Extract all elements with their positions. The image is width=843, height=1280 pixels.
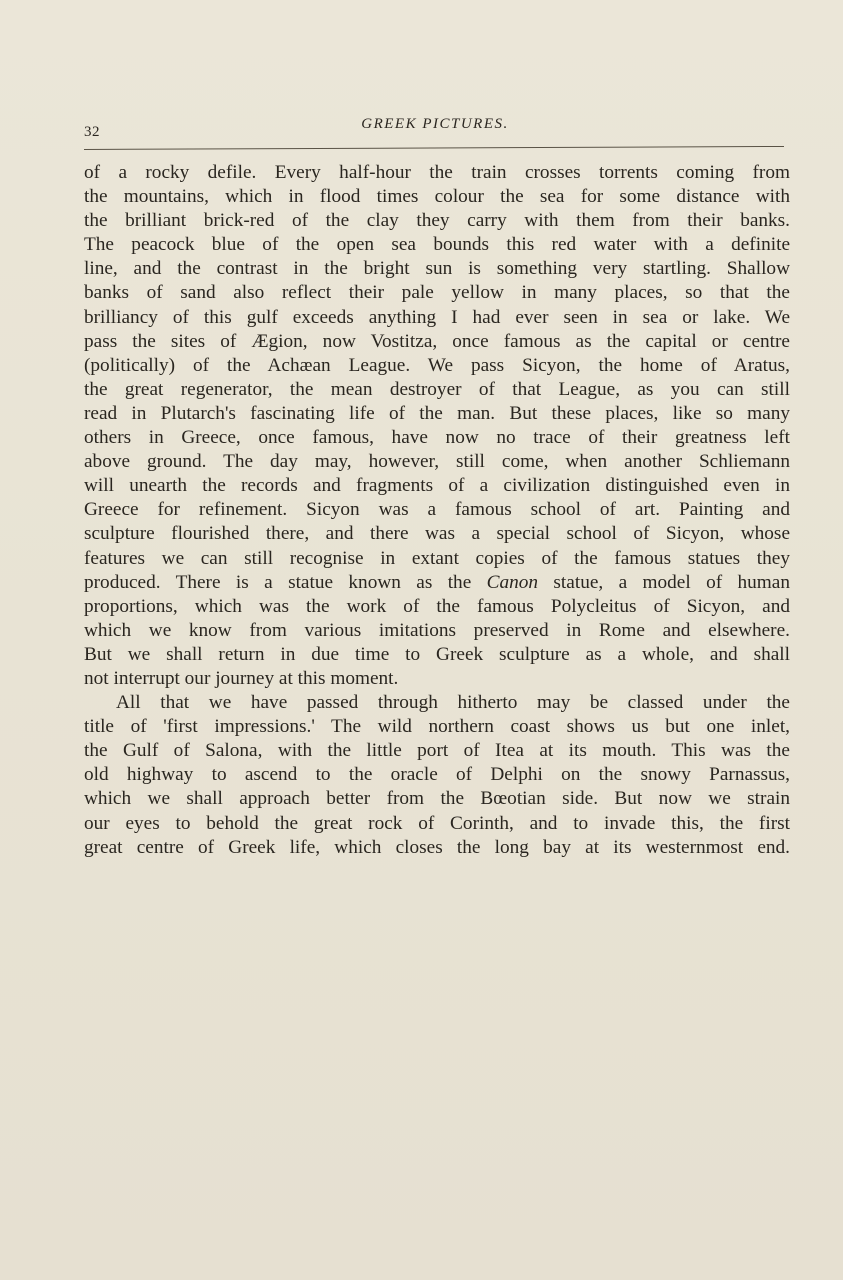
text-line: the Gulf of Salona, with the little port of Itea at its mouth. This was the [84, 740, 790, 762]
text-line: Greece for refinement. Sicyon was a famous school of art. Painting and [84, 499, 790, 521]
text-line: the mountains, which in flood times colour the sea for some distance with [84, 186, 790, 208]
text-line: which we shall approach better from the Bœotian side. But now we strain [84, 788, 790, 810]
text-line: which we know from various imitations preserved in Rome and elsewhere. [84, 619, 790, 641]
text-line: But we shall return in due time to Greek sculpture as a whole, and shall [84, 643, 790, 665]
italic-term: Canon [486, 571, 539, 593]
text-line: above ground. The day may, however, still come, when another Schliemann [84, 451, 790, 473]
text-line: not interrupt our journey at this moment. [84, 667, 399, 689]
paragraph-1 [84, 161, 790, 691]
text-line: the great regenerator, the mean destroyer of that League, as you can still [84, 378, 790, 400]
text-line: line, and the contrast in the bright sun is something very startling. Shallow [84, 258, 790, 280]
text-line: pass the sites of Ægion, now Vostitza, once famous as the capital or centre [84, 330, 790, 352]
page-header [84, 112, 786, 142]
text-line: will unearth the records and fragments of a civilization distinguished even in [84, 475, 790, 497]
text-line: The peacock blue of the open sea bounds this red water with a definite [84, 234, 790, 256]
text-line: banks of sand also reflect their pale yellow in many places, so that the [84, 282, 790, 304]
text-line: great centre of Greek life, which closes the long bay at its westernmost end. [84, 836, 790, 858]
text-line: sculpture flourished there, and there was a special school of Sicyon, whose [84, 523, 790, 545]
text-line: (politically) of the Achæan League. We pass Sicyon, the home of Aratus, [84, 354, 790, 376]
text-line: read in Plutarch's fascinating life of the man. But these places, like so many [84, 402, 790, 424]
text-segment: produced. There is a statue known as the [84, 571, 487, 593]
paragraph-2 [84, 691, 790, 860]
text-line: features we can still recognise in extant copies of the famous statues they [84, 547, 790, 569]
text-line: others in Greece, once famous, have now no trace of their greatness left [84, 427, 790, 449]
text-line: title of 'first impressions.' The wild northern coast shows us but one inlet, [84, 716, 790, 738]
body-text [84, 161, 790, 860]
text-segment: statue, a model of human [538, 571, 790, 593]
text-line: proportions, which was the work of the famous Polycleitus of Sicyon, and [84, 595, 790, 617]
text-line-with-italic [84, 571, 790, 595]
header-rule [84, 146, 784, 150]
text-line: the brilliant brick-red of the clay they carry with them from their banks. [84, 210, 790, 232]
text-line: of a rocky defile. Every half-hour the train crosses torrents coming from [84, 162, 790, 183]
text-line: All that we have passed through hitherto may be classed under the [116, 692, 790, 714]
text-line: brilliancy of this gulf exceeds anything I had ever seen in sea or lake. We [84, 306, 790, 328]
text-line: our eyes to behold the great rock of Corinth, and to invade this, the first [84, 812, 790, 834]
page-number: 32 [84, 124, 100, 140]
running-head: GREEK PICTURES. [361, 116, 509, 132]
text-line: old highway to ascend to the oracle of Delphi on the snowy Parnassus, [84, 764, 790, 786]
